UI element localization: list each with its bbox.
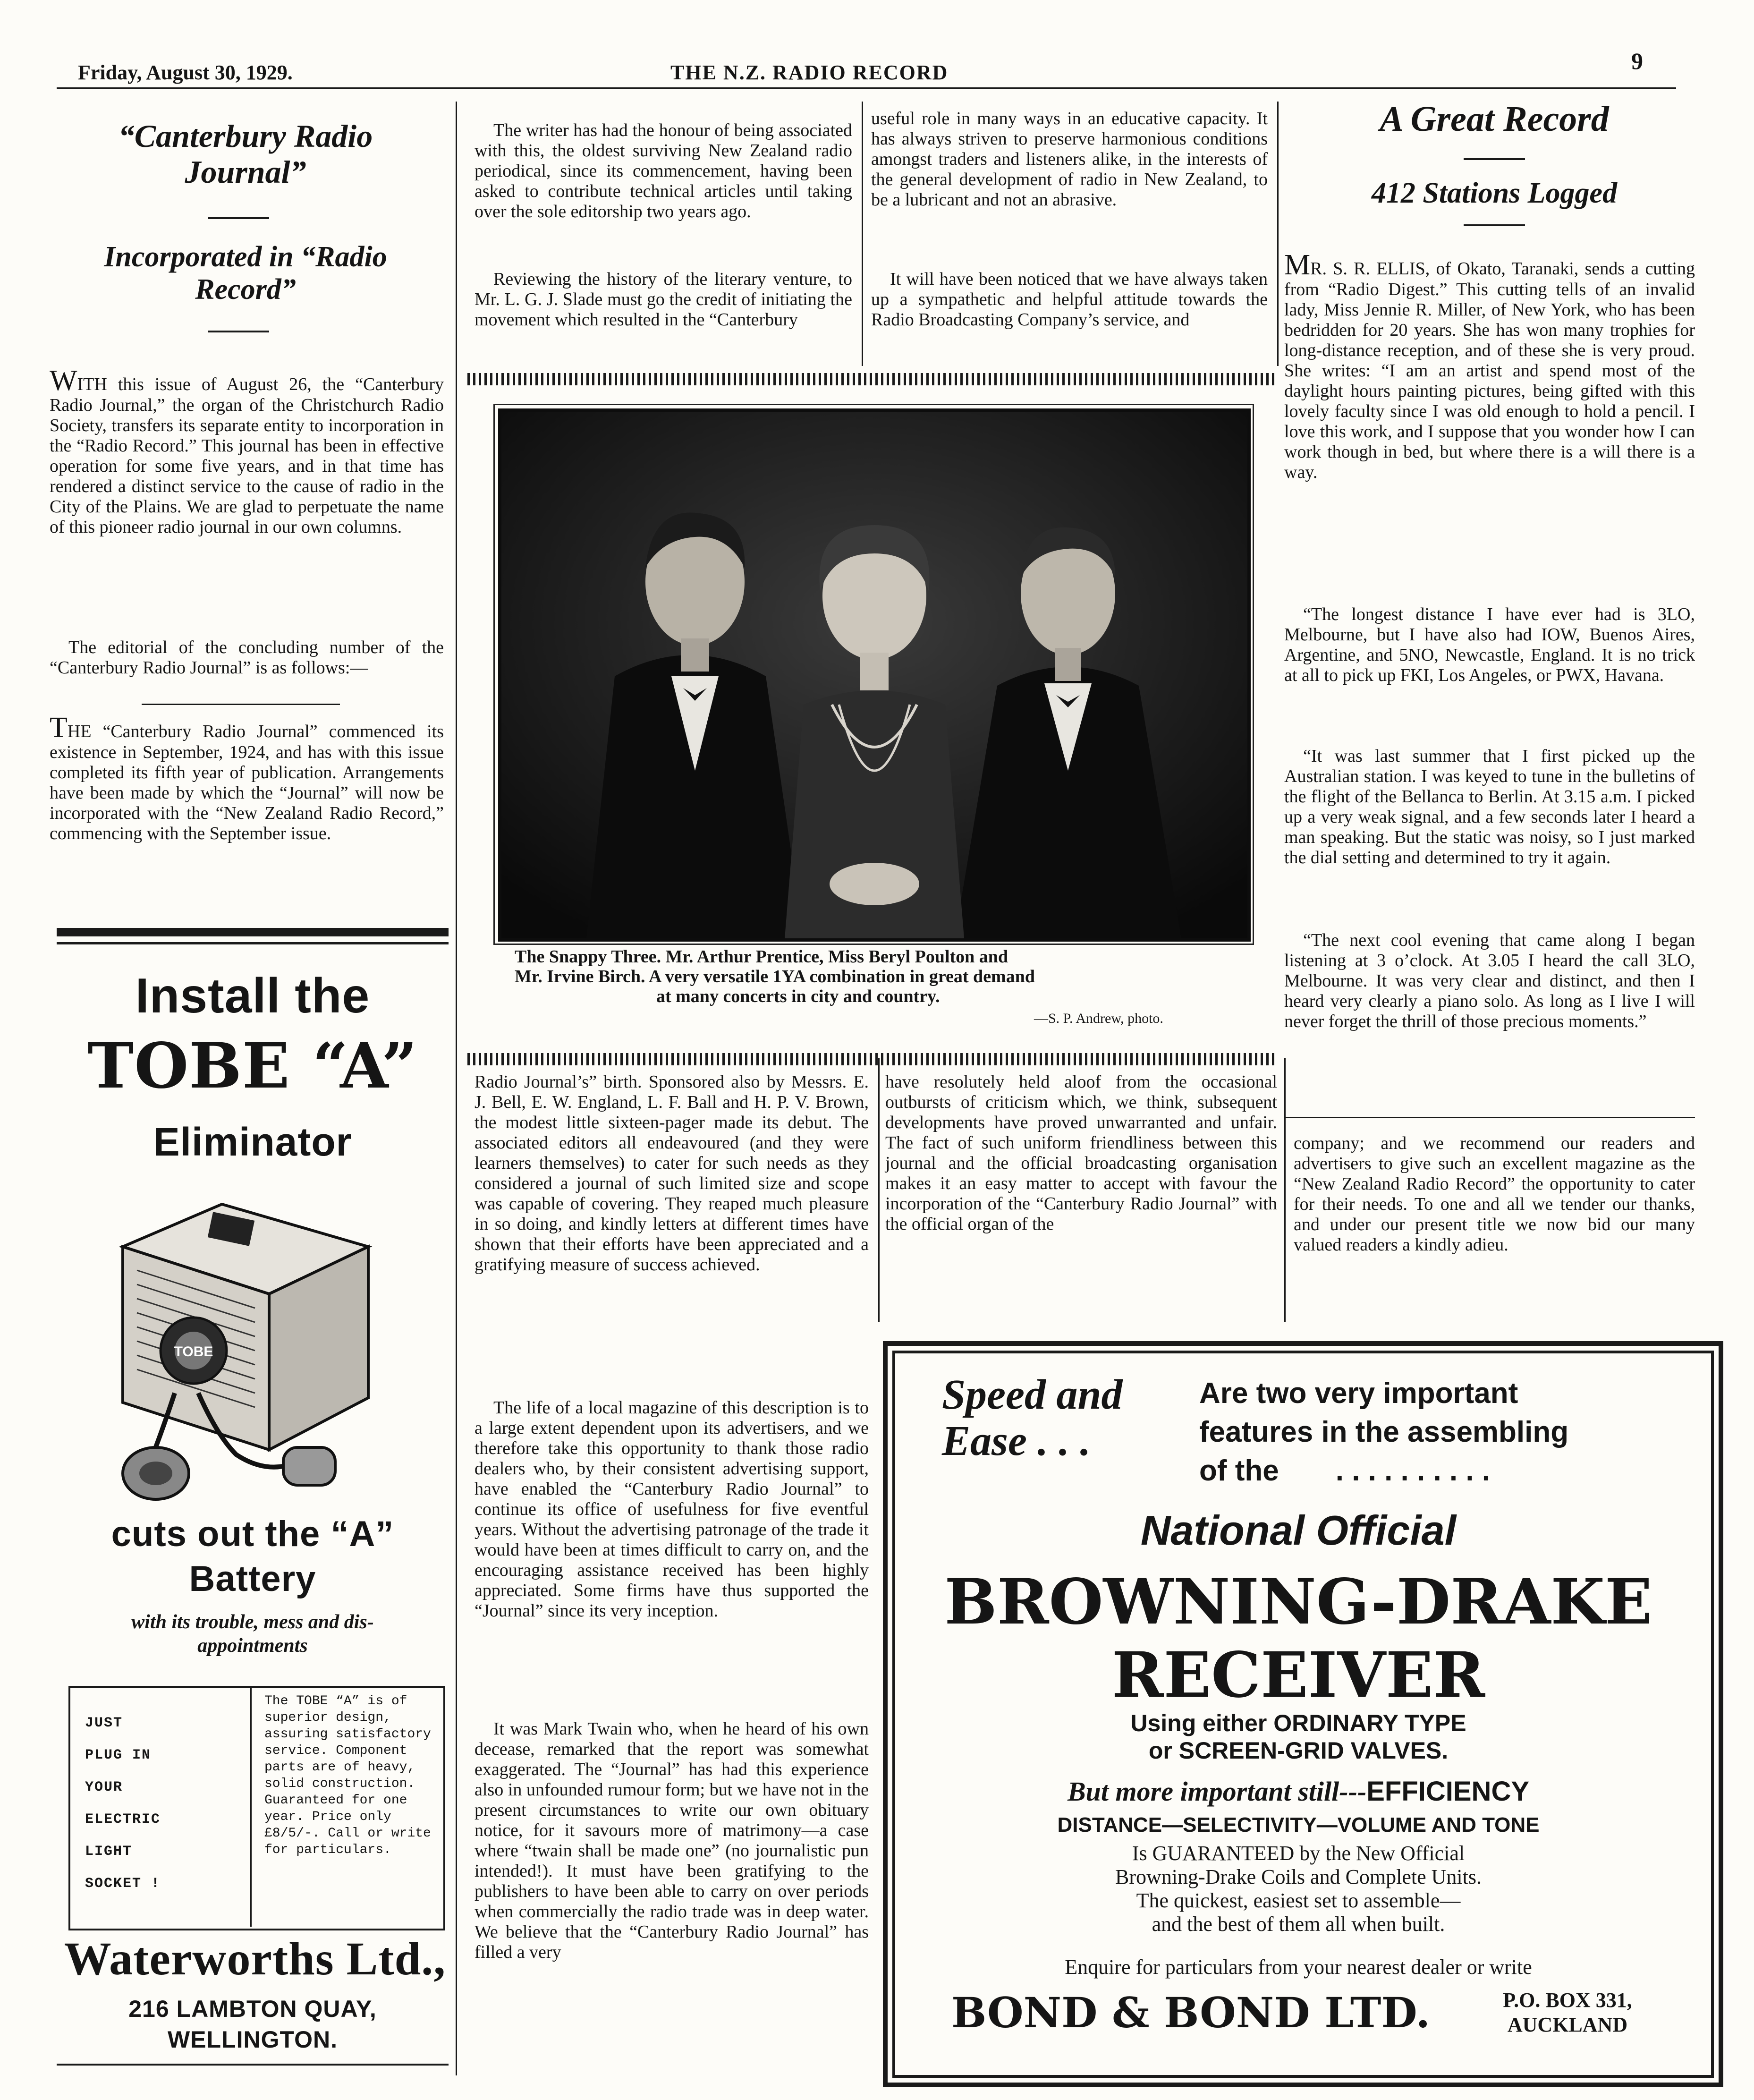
- masthead: THE N.Z. RADIO RECORD: [670, 61, 949, 84]
- hatched-rule: [467, 373, 1277, 385]
- plug-in-word: JUST: [85, 1715, 123, 1731]
- column-divider: [1277, 102, 1279, 366]
- hatched-rule: [467, 1053, 1277, 1065]
- record-title: A Great Record: [1380, 99, 1609, 139]
- column-divider: [878, 1058, 880, 1322]
- article-paragraph: It was Mark Twain who, when he heard of his own decease, remarked that the report was somewhat exaggerated. The “Journal” has had this experience also in unfounded rumour form; but we have not in the present circumstances to write our own obituary notice, for it savours more of matrimony—a case where “twain shall be made one” (no journalistic pun intended!). It must have been gratifying to the publishers to have been able to carry on over periods when commercially the radio trade was in deep water. We believe that the “Canterbury Radio Journal” has filled a very: [475, 1719, 869, 1962]
- city: AUCKLAND: [1507, 2013, 1628, 2036]
- efficiency-line: [897, 1776, 1700, 1807]
- column-divider: [862, 102, 863, 366]
- guarantee-line: Browning-Drake Coils and Complete Units.: [1115, 1865, 1482, 1888]
- features-line: features in the assembling: [1199, 1416, 1569, 1448]
- article-paragraph: “It was last summer that I first picked up the Australian station. I was keyed to tune in the bulletins of the flight of the Bellanca to Berlin. At 3.15 a.m. I picked up a very weak signal, and a few seconds later I heard a man speaking. But the static was noisy, so I just marked the dial setting and determined to try it again.: [1284, 746, 1695, 867]
- company-address: 216 LAMBTON QUAY,: [128, 1996, 377, 2022]
- paragraph-text: ITH this issue of August 26, the “Canterbury Radio Journal,” the organ of the Christchurch Radio Society, transfers its separate entity to incorporation in the “Radio Record.” This journal has been in effective operation for some five years, and in that time has rendered a distinct service to the cause of radio in the City of the Plains. We are glad to perpetuate the name of this pioneer radio journal in our own columns.: [50, 374, 444, 537]
- subtitle-rule: [208, 331, 269, 332]
- ad-top-rule: [57, 942, 449, 944]
- but-more-text: But more important still---: [1067, 1776, 1367, 1807]
- separator-rule: [142, 704, 340, 705]
- article-title-line2: Journal”: [185, 154, 306, 190]
- paragraph-text: HE “Canterbury Radio Journal” commenced its existence in September, 1924, and has with this issue completed its fifth year of publication. Arrangements have been made by which the “Journal” will now be incorporated with the “New Zealand Radio Record,” commencing with the September issue.: [50, 722, 444, 843]
- po-box: P.O. BOX 331,: [1503, 1989, 1632, 2012]
- browning-drake: BROWNING-DRAKE: [944, 1565, 1652, 1639]
- column-divider: [1284, 1058, 1286, 1322]
- caption-line: Mr. Irvine Birch. A very versatile 1YA combination in great demand: [515, 967, 1035, 986]
- tobe-install: Install the: [135, 969, 370, 1023]
- national-official: National Official: [1140, 1507, 1457, 1554]
- device-label: TOBE: [174, 1344, 213, 1360]
- record-subtitle: 412 Stations Logged: [1371, 177, 1618, 209]
- article-paragraph: [50, 366, 444, 537]
- guarantee-text: [897, 1842, 1700, 1936]
- article-paragraph: The writer has had the honour of being associated with this, the oldest surviving New Zealand radio periodical, since its commencement, having been asked to contribute technical articles until taking over the sole editorship two years ago.: [475, 120, 852, 221]
- guarantee-line: Is GUARANTEED by the New Official: [1132, 1842, 1465, 1865]
- plug-in-word: LIGHT: [85, 1844, 133, 1860]
- tobe-description: The TOBE “A” is of superior design, assuring satisfactory service. Component parts are of heavy, solid construction. Guaranteed for one year. Price only £8/5/-. Call or write for particulars.: [264, 1694, 431, 1857]
- title-rule: [1464, 158, 1525, 160]
- ease-line: Ease . . .: [942, 1418, 1091, 1464]
- article-paragraph: useful role in many ways in an educative capacity. It has always striven to preserve harmonious conditions amongst traders and listeners alike, in the interests of the general development of radio in New Zealand, to be a lubricant and not an abrasive.: [871, 109, 1268, 210]
- eliminator-illustration: [66, 1171, 406, 1511]
- quickest-line: and the best of them all when built.: [1152, 1913, 1445, 1936]
- article-subtitle-line2: Record”: [195, 273, 296, 306]
- quickest-line: The quickest, easiest set to assemble—: [1136, 1889, 1461, 1912]
- company-city: WELLINGTON.: [167, 2026, 338, 2053]
- article-paragraph: [50, 713, 444, 844]
- bond-address: [1478, 1988, 1657, 2037]
- speed-line: Speed and: [942, 1371, 1123, 1418]
- article-subtitle-line1: Incorporated in “Radio: [104, 241, 387, 273]
- article-paragraph: “The next cool evening that came along I began listening at 3 o’clock. At 3.05 I heard the call 3LO, Melbourne. It was very clear and distinct, and then I heard very clearly a piano solo. As long as I live I will never forget the thrill of those precious moments.”: [1284, 930, 1695, 1031]
- valve-types: [897, 1709, 1700, 1764]
- speed-ease: [942, 1372, 1187, 1464]
- article-paragraph: “The longest distance I have ever had is 3LO, Melbourne, but I have also had IOW, Buenos Aires, Argentine, and 5NO, Newcastle, England. It is no trick at all to pick up FKI, Los Angeles, or PWX, Havana.: [1284, 604, 1695, 685]
- ad-bottom-rule: [57, 2064, 449, 2066]
- plug-in-word: YOUR: [85, 1779, 123, 1795]
- title-rule: [208, 217, 269, 219]
- group-photo: [498, 408, 1251, 942]
- distance-line: DISTANCE—SELECTIVITY—VOLUME AND TONE: [1057, 1813, 1540, 1836]
- tobe-eliminator: Eliminator: [153, 1120, 352, 1164]
- article-paragraph: Reviewing the history of the literary venture, to Mr. L. G. J. Slade must go the credit of initiating the movement which resulted in the “Canterbury: [475, 269, 852, 330]
- article-title: [52, 118, 439, 190]
- drop-cap: M: [1284, 249, 1311, 281]
- article-paragraph: have resolutely held aloof from the occasional outbursts of criticism which, we think, subsequent developments have proved unwarranted and unfair. The fact of such uniform friendliness between this journal and the official broadcasting organisation makes it an easy matter to accept with favour the incorporation of the “Canterbury Radio Journal” with the official organ of the: [885, 1072, 1277, 1234]
- plug-in-word: PLUG IN: [85, 1747, 152, 1763]
- ad-top-rule: [57, 928, 449, 936]
- enquire-line: Enquire for particulars from your nearest dealer or write: [1065, 1955, 1532, 1979]
- article-paragraph: It will have been noticed that we have always taken up a sympathetic and helpful attitude towards the Radio Broadcasting Company’s service, and: [871, 269, 1268, 330]
- plug-in-word: SOCKET !: [85, 1876, 161, 1892]
- features-line: [1199, 1452, 1671, 1490]
- photo-illustration: [501, 412, 1247, 938]
- tobe-cuts: cuts out the “A”: [111, 1514, 394, 1554]
- trouble-line: with its trouble, mess and dis-: [131, 1611, 374, 1633]
- features-line: Are two very important: [1199, 1377, 1518, 1410]
- issue-date: Friday, August 30, 1929.: [78, 61, 293, 84]
- tobe-battery: Battery: [189, 1559, 316, 1599]
- article-paragraph: Radio Journal’s” birth. Sponsored also by Messrs. E. J. Bell, E. W. England, L. F. Ball and H. P. V. Brown, the modest little sixteen-pager made its debut. The associated editors all endeavoured (and they were learners themselves) to cater for such needs as they considered a journal of such limited size and scope was capable of covering. They reaped much pleasure in so doing, and kindly letters at different times have shown that their efforts have been appreciated and a gratifying measure of success achieved.: [475, 1072, 869, 1275]
- photo-caption: [515, 947, 1242, 1006]
- company-name: Waterworths Ltd.,: [64, 1932, 446, 1985]
- plug-in-list: [85, 1707, 246, 1900]
- article-title-line1: “Canterbury Radio: [118, 118, 373, 154]
- caption-line: at many concerts in city and country.: [656, 986, 940, 1006]
- subtitle-rule: [1464, 224, 1525, 226]
- two-features: [1199, 1374, 1671, 1490]
- separator-rule: [1284, 1117, 1695, 1118]
- article-paragraph: The editorial of the concluding number of the “Canterbury Radio Journal” is as follows:—: [50, 638, 444, 678]
- valve-line: Using either ORDINARY TYPE: [1130, 1710, 1466, 1736]
- bond-company: BOND & BOND LTD.: [951, 1988, 1431, 2037]
- features-line-text: of the: [1199, 1454, 1279, 1487]
- header-rule: [57, 87, 1676, 89]
- article-paragraph: The life of a local magazine of this description is to a large extent dependent upon its advertisers, and we therefore take this opportunity to thank those radio dealers who, by their consistent advertising support, have enabled the “Canterbury Radio Journal” to continue its office of usefulness for five eventful years. Without the advertising patronage of the trade it would have been at times difficult to carry on, and the encouraging assistance received has been highly appreciated. Some firms have thus supported the “Journal” since its very inception.: [475, 1398, 869, 1621]
- article-subtitle: [47, 241, 444, 306]
- article-paragraph: company; and we recommend our readers and advertisers to give such an excellent magazine as the “New Zealand Radio Record” the opportunity to cater for their needs. To one and all we tender our thanks, and under our present title we now bid our many valued readers a kindly adieu.: [1294, 1133, 1695, 1255]
- box-divider: [250, 1687, 252, 1927]
- receiver: RECEIVER: [1111, 1639, 1485, 1712]
- caption-line: The Snappy Three. Mr. Arthur Prentice, Miss Beryl Poulton and: [515, 947, 1008, 967]
- page-number: 9: [1631, 48, 1643, 74]
- article-paragraph: [1284, 250, 1695, 483]
- plug-in-word: ELECTRIC: [85, 1811, 161, 1828]
- drop-cap: W: [50, 365, 77, 397]
- photo-credit: —S. P. Andrew, photo.: [1034, 1011, 1163, 1026]
- valve-line: or SCREEN-GRID VALVES.: [1148, 1737, 1449, 1764]
- tobe-trouble: [57, 1610, 449, 1658]
- drop-cap: T: [50, 712, 68, 744]
- paragraph-text: R. S. R. ELLIS, of Okato, Taranaki, sends a cutting from “Radio Digest.” This cutting tells of an invalid lady, Miss Jennie R. Miller, of New York, who has been bedridden for 20 years. She has won many trophies for long-distance reception, and of these she is very proud. She writes: “I am an artist and spend most of the daylight hours painting pictures, being gifted with this lovely faculty since I was old enough to hold a pencil. I love this work, and I suppose that you wonder how I can work though in bed, but where there is a will there is a way.: [1284, 259, 1695, 482]
- efficiency-word: EFFICIENCY: [1366, 1776, 1530, 1807]
- tobe-name: TOBE “A”: [87, 1029, 418, 1103]
- leader-dots: . . . . . . . . . .: [1335, 1454, 1491, 1487]
- trouble-line: appointments: [197, 1635, 308, 1657]
